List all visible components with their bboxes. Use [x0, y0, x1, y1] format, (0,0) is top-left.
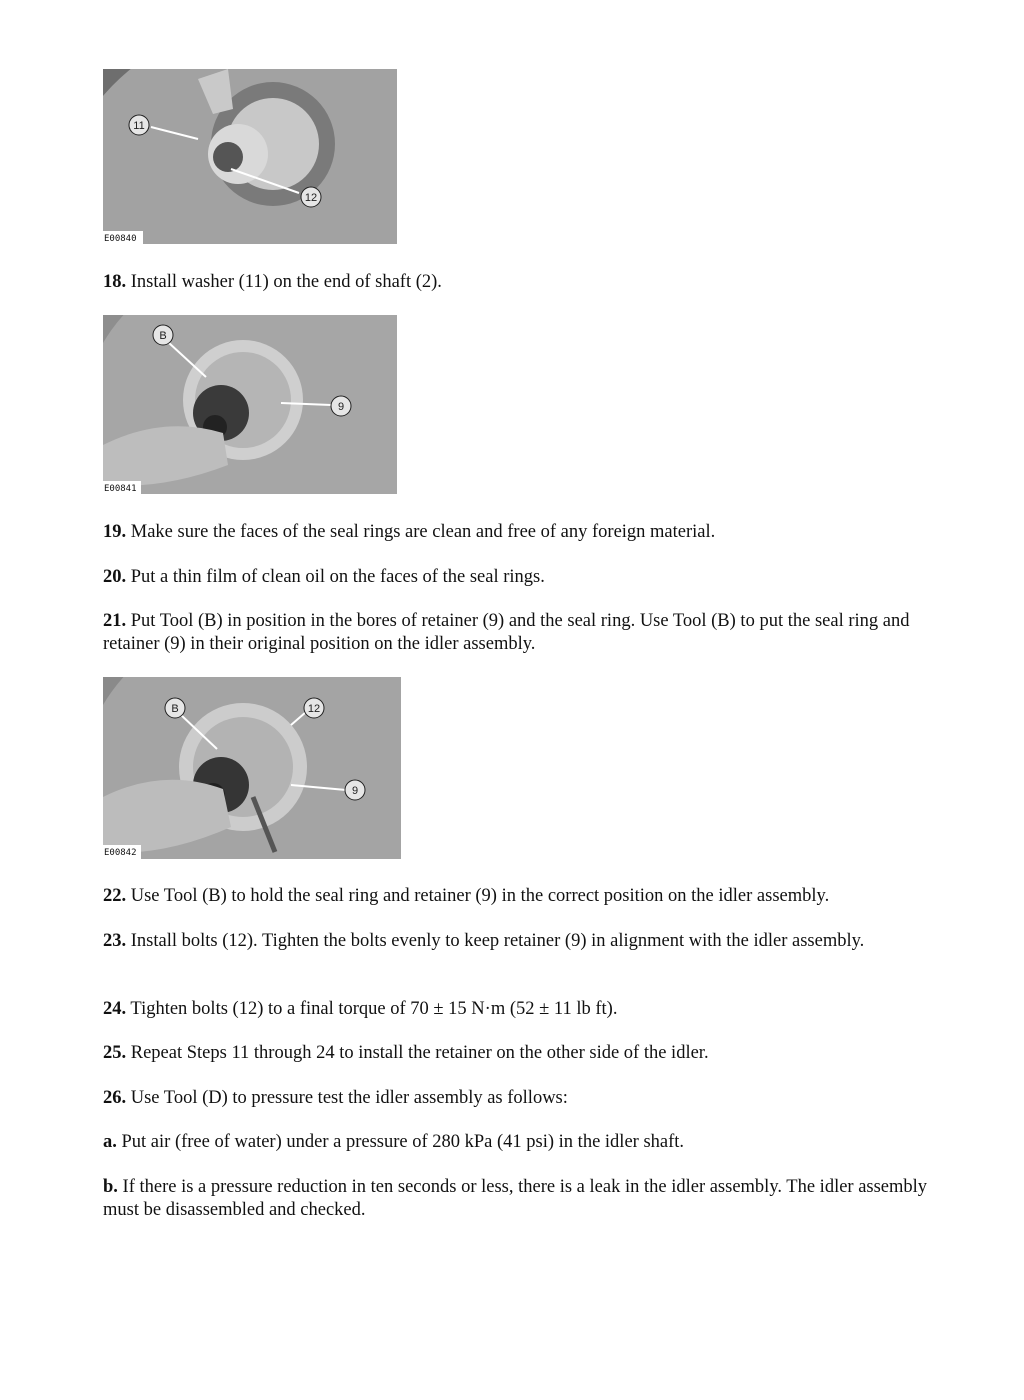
step-25: 25. Repeat Steps 11 through 24 to install the retainer on the other side of the idler.: [103, 1043, 709, 1063]
step-19: 19. Make sure the faces of the seal rings are clean and free of any foreign material.: [103, 522, 716, 542]
callout-12-label: 12: [307, 703, 321, 715]
figure-tool-b-retainer: [103, 315, 397, 494]
callout-12-label: 12: [304, 192, 318, 204]
step-24: 24. Tighten bolts (12) to a final torque of 70 ± 15 N·m (52 ± 11 lb ft).: [103, 999, 618, 1019]
step-18: 18. Install washer (11) on the end of shaft (2).: [103, 272, 442, 292]
substep-a: a. Put air (free of water) under a pressure of 280 kPa (41 psi) in the idler shaft.: [103, 1132, 685, 1152]
figure-bolt-install: [103, 677, 401, 859]
figure-bolt-install-photo: [103, 677, 401, 859]
callout-11-label: 11: [133, 120, 145, 132]
figure-tool-b-retainer-photo: [103, 315, 397, 494]
figure-washer-install-photo: [103, 69, 397, 244]
step-22: 22. Use Tool (B) to hold the seal ring and retainer (9) in the correct position on the idler assembly.: [103, 886, 830, 906]
step-23: 23. Install bolts (12). Tighten the bolts evenly to keep retainer (9) in alignment with the idler assembly.: [103, 931, 865, 951]
figure-code: E00840: [104, 234, 137, 244]
callout-b-label: B: [159, 330, 167, 342]
callout-b-label: B: [171, 703, 179, 715]
substep-b: b. If there is a pressure reduction in ten seconds or less, there is a leak in the idler assembly. The idler assembly must be disassembled and checked.: [103, 1177, 928, 1220]
callout-9-label: 9: [351, 785, 359, 797]
figure-code: E00842: [104, 848, 137, 858]
figure-washer-install: [103, 69, 397, 244]
callout-9-label: 9: [337, 401, 345, 413]
step-21: 21. Put Tool (B) in position in the bores of retainer (9) and the seal ring. Use Tool (B) to put the seal ring and retainer (9) in their original position on the idler assembly.: [103, 611, 910, 654]
step-20: 20. Put a thin film of clean oil on the faces of the seal rings.: [103, 567, 545, 587]
step-26: 26. Use Tool (D) to pressure test the idler assembly as follows:: [103, 1088, 568, 1108]
figure-code: E00841: [104, 484, 137, 494]
